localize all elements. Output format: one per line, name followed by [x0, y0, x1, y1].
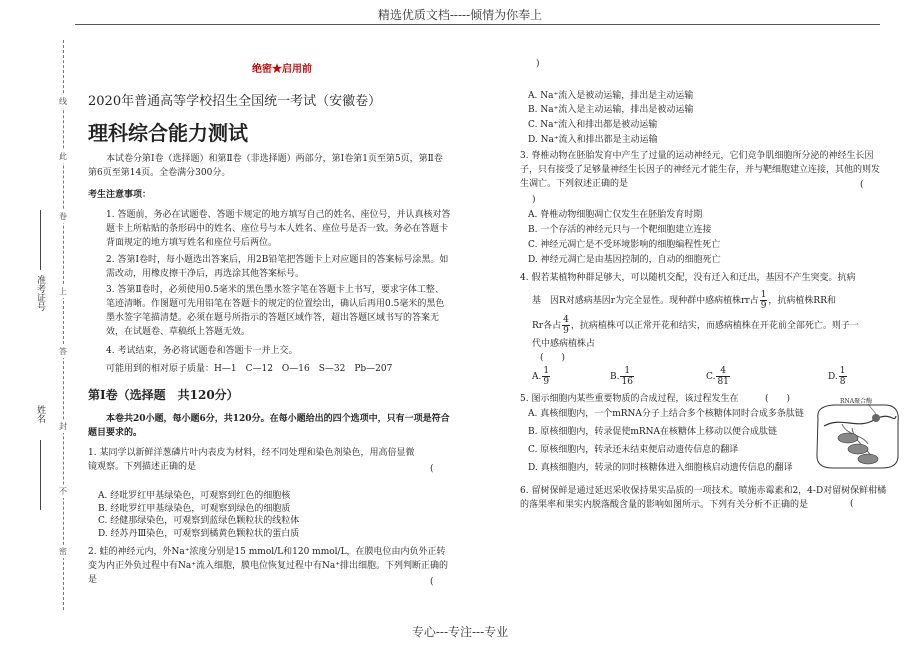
q4-line2 — [532, 290, 892, 311]
q2-option-d[interactable]: D. Na⁺流入和排出都是主动运输 — [528, 135, 658, 145]
q1-option-c[interactable]: C. 经健那绿染色，可观察到蓝绿色颗粒状的线粒体 — [98, 516, 300, 526]
q2-option-c[interactable]: C. Na⁺流入和排出都是被动运输 — [528, 120, 658, 130]
q4-paren: ( ) — [540, 353, 566, 363]
notice-item: 3. 答第Ⅱ卷时，必须使用0.5毫米的黑色墨水签字笔在答题卡上书写，要求字体工整、笔迹清晰。作图题可先用铅笔在答题卡的规定的位置绘出，确认后再用0.5毫米的黑色墨水签字笔描清楚。必须在题号所指示的答题区域作答，超出答题区域书写的答案无效，在试题卷、草稿纸上答题无效。 — [106, 285, 445, 337]
q3-option-c[interactable]: C. 神经元凋亡是不受环境影响的细胞编程性死亡 — [528, 240, 721, 250]
gutter-char: 上 — [59, 287, 67, 296]
q5-option-c[interactable]: C. 原核细胞内，转录还未结束便启动遗传信息的翻译 — [528, 445, 739, 455]
gutter-char: 密 — [59, 547, 67, 556]
q4-line1: 4. 假若某植物种群足够大，可以随机交配，没有迁入和迁出，基因不产生突变。抗病 — [520, 273, 856, 283]
q1-stem: 1. 某同学以新鲜洋葱磷片叶内表皮为材料，经不同处理和染色剂染色，用高倍显微镜观察。下列描述正确的是 — [88, 448, 415, 472]
gutter-char: 线 — [59, 97, 67, 106]
q4-line4: 代中感病植株占 — [532, 339, 596, 349]
q2-option-a[interactable]: A. Na⁺流入是被动运输，排出是主动运输 — [528, 91, 694, 101]
notice-item: 2. 答第Ⅰ卷时，每小题选出答案后，用2B铅笔把答题卡上对应题目的答案标号涂黑。如需改动，用橡皮擦干净后，再选涂其他答案标号。 — [106, 255, 449, 279]
q3-option-d[interactable]: D. 神经元凋亡是由基因控制的，自动的细胞死亡 — [528, 255, 721, 265]
q3-option-a[interactable]: A. 脊椎动物细胞凋亡仅发生在胚胎发育时期 — [528, 210, 703, 220]
q4-line2-text: 基 因R对感病基因r为完全显性。现种群中感病植株rr占 — [532, 296, 759, 306]
q5-paren: ( ) — [765, 394, 791, 404]
q5-option-d[interactable]: D. 真核细胞内，转录的同时核糖体进入细胞核启动遗传信息的翻译 — [528, 463, 793, 473]
q5-option-a[interactable]: A. 真核细胞内，一个mRNA分子上结合多个核糖体同时合成多条肽链 — [528, 409, 804, 419]
q4-line3 — [532, 315, 892, 336]
q3-option-b[interactable]: B. 一个存活的神经元只与一个靶细胞建立连接 — [528, 225, 712, 235]
q4-choice-c[interactable]: C. $\frac{4}{81}$ — [706, 366, 729, 387]
q4-line3-text: Rr各占 — [532, 321, 562, 331]
binding-line — [63, 40, 64, 610]
notice-title: 考生注意事项： — [88, 190, 152, 200]
q2-paren: ( — [430, 577, 434, 587]
gutter-char: 答 — [59, 347, 67, 356]
gutter-char: 不 — [59, 487, 67, 496]
gutter-char: 此 — [59, 152, 67, 161]
name-label: 姓名 — [35, 405, 45, 423]
q4-choice-b[interactable]: B. $\frac{1}{16}$ — [610, 366, 633, 387]
q2-paren-close: ) — [536, 59, 540, 69]
q5-option-b[interactable]: B. 原核细胞内，转录促使mRNA在核糖体上移动以便合成肽链 — [528, 427, 778, 437]
page-header: 精选优质文档-----倾情为你奉上 — [377, 8, 543, 22]
q3-paren: ( — [860, 180, 864, 190]
cell-diagram-icon — [812, 396, 904, 472]
part1-instructions: 本卷共20小题，每小题6分，共120分。在每小题给出的四个选项中，只有一项是符合题目要求的。 — [88, 414, 450, 438]
q4-fraction-2: $\frac{4}{9}$ — [563, 315, 569, 336]
q6-paren: ( — [850, 499, 854, 509]
exam-title: 2020年普通高等学校招生全国统一考试（安徽卷） — [88, 94, 382, 109]
name-blank[interactable] — [40, 440, 41, 510]
q1-option-d[interactable]: D. 经苏丹Ⅲ染色，可观察到橘黄色颗粒状的蛋白质 — [98, 529, 300, 539]
gutter-char: 封 — [59, 422, 67, 431]
header-divider — [75, 24, 880, 25]
q2-option-b[interactable]: B. Na⁺流入是主动运输，排出是被动运输 — [528, 105, 694, 115]
atomic-mass-note: 可能用到的相对原子质量：H—1 C—12 O—16 S—32 Pb—207 — [106, 364, 393, 374]
page-footer: 专心---专注---专业 — [411, 625, 509, 639]
q1-option-a[interactable]: A. 经吡罗红甲基绿染色，可观察到红色的细胞核 — [98, 491, 291, 501]
figure-label: RNA聚合酶 — [840, 398, 873, 405]
exam-id-blank[interactable] — [40, 210, 41, 270]
notice-item: 1. 答题前，务必在试题卷、答题卡规定的地方填写自己的姓名、座位号，并认真核对答题卡上所粘贴的条形码中的姓名、座位号与本人姓名、座位号是否一致。务必在答题卡背面规定的地方填写姓名和座位号后两位。 — [106, 210, 451, 248]
q1-paren: ( — [430, 464, 434, 474]
q4-line3-text-b: ，抗病植株可以正常开花和结实，而感病植株在开花前全部死亡。则子一 — [570, 321, 859, 331]
q6-stem: 6. 留树保鲜是通过延迟采收保持果实品质的一项技术。喷施赤霉素和2，4-D对留树保鲜柑橘的落果率和果实内脱落酸含量的影响如图所示。下列有关分析不正确的是 — [520, 486, 887, 510]
intro-paragraph: 本试卷分第Ⅰ卷（选择题）和第Ⅱ卷（非选择题）两部分，第Ⅰ卷第1页至第5页，第Ⅱ卷第6页至第14页。全卷满分300分。 — [88, 154, 443, 178]
gutter-char: 卷 — [59, 212, 67, 221]
q3-paren-close: ) — [532, 195, 536, 205]
confidential-mark: 绝密★启用前 — [252, 64, 312, 75]
paper-title: 理科综合能力测试 — [88, 121, 248, 145]
q4-choice-d[interactable]: D. $\frac{1}{8}$ — [828, 366, 846, 387]
q3-stem: 3. 脊椎动物在胚胎发育中产生了过量的运动神经元，它们竞争肌细胞所分泌的神经生长因子，只有接受了足够量神经生长因子的神经元才能生存，并与靶细胞建立连接，其他的则发生凋亡。下列叙述正确的是 — [520, 151, 881, 189]
q4-choice-a[interactable]: A. $\frac{1}{9}$ — [532, 366, 550, 387]
q1-option-b[interactable]: B. 经吡罗红甲基绿染色，可观察到绿色的细胞质 — [98, 504, 291, 514]
part1-title: 第Ⅰ卷（选择题 共120分） — [88, 388, 239, 402]
q5-stem: 5. 图示细胞内某些重要物质的合成过程，该过程发生在 — [520, 394, 739, 404]
exam-id-label: 准考证号 — [35, 275, 45, 311]
transcription-figure — [812, 396, 904, 472]
q4-fraction-1: $\frac{1}{9}$ — [760, 290, 767, 311]
q2-stem: 2. 蛙的神经元内，外Na⁺浓度分别是15 mmol/L和120 mmol/L，在膜电位由内负外正转变为内正外负过程中有Na⁺流入细胞，膜电位恢复过程中有Na⁺排出细胞。下列判断正确的是 — [88, 547, 448, 585]
notice-item: 4. 考试结束，务必将试题卷和答题卡一并上交。 — [106, 346, 298, 356]
q4-line2-text-b: ，抗病植株RR和 — [768, 296, 836, 306]
